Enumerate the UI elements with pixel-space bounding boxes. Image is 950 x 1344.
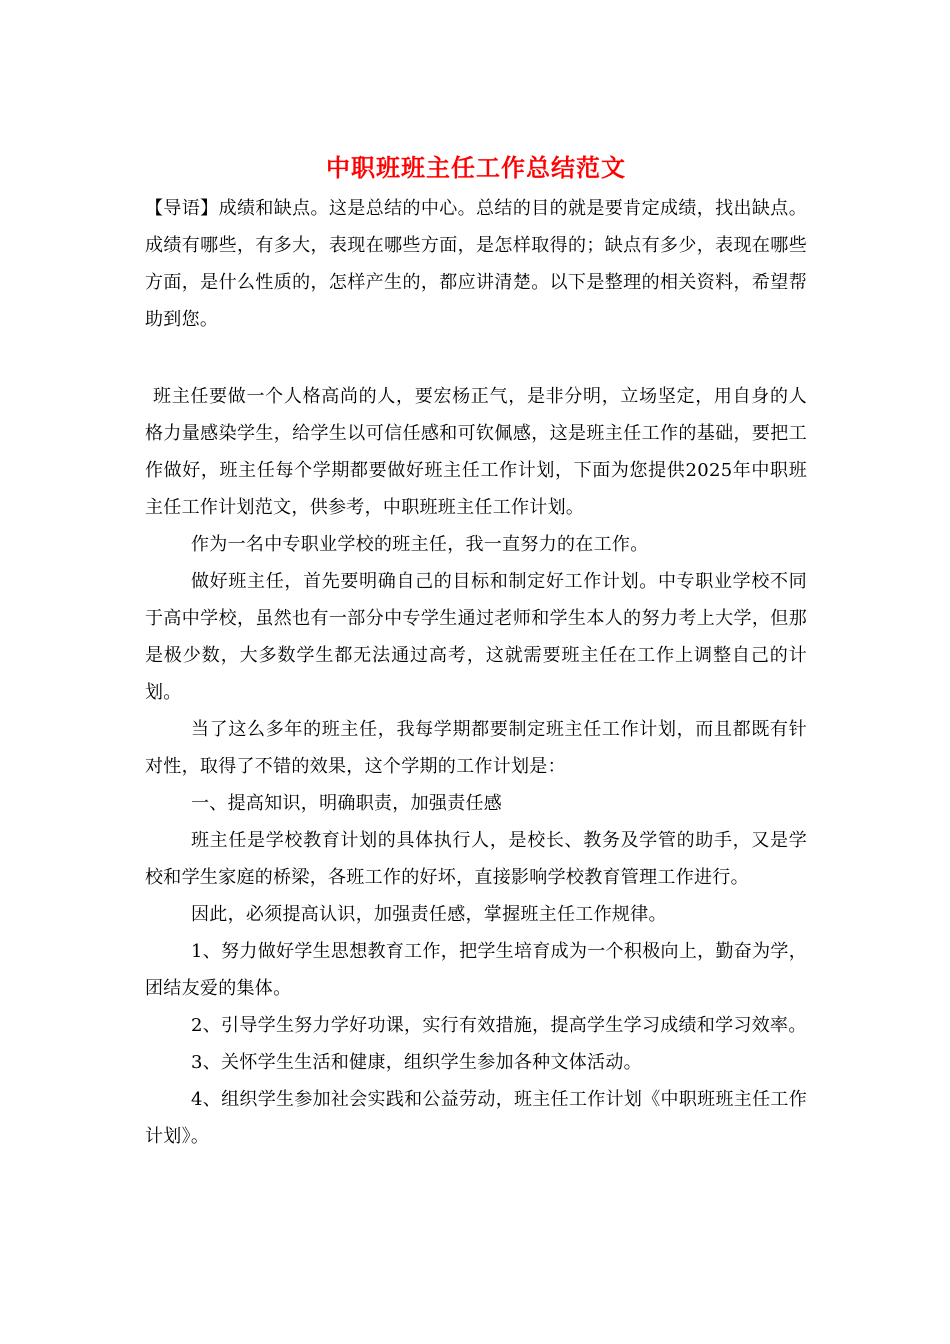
list-item-1: 1、努力做好学生思想教育工作，把学生培育成为一个积极向上，勤奋为学，团结友爱的集体。 xyxy=(145,941,807,999)
body-paragraph-6: 因此，必须提高认识，加强责任感，掌握班主任工作规律。 xyxy=(191,904,667,925)
document-page xyxy=(145,150,807,1155)
document-title: 中职班班主任工作总结范文 xyxy=(326,153,626,182)
list-item-2: 2、引导学生努力学好功课，实行有效措施，提高学生学习成绩和学习效率。 xyxy=(191,1015,807,1036)
body-paragraph-4: 当了这么多年的班主任，我每学期都要制定班主任工作计划，而且都既有针对性，取得了不错的效果，这个学期的工作计划是： xyxy=(145,719,807,777)
body-paragraph-1: 班主任要做一个人格高尚的人，要宏杨正气，是非分明，立场坚定，用自身的人格力量感染学生，给学生以可信任感和可钦佩感，这是班主任工作的基础，要把工作做好，班主任每个学期都要做好班主任工作计划，下面为您提供2025年中职班主任工作计划范文，供参考，中职班班主任工作计划。 xyxy=(145,386,807,518)
list-item-4: 4、组织学生参加社会实践和公益劳动，班主任工作计划《中职班班主任工作计划》。 xyxy=(145,1089,807,1147)
section-heading-1: 一、提高知识，明确职责，加强责任感 xyxy=(191,793,503,814)
list-item-3: 3、关怀学生生活和健康，组织学生参加各种文体活动。 xyxy=(191,1052,642,1073)
intro-paragraph: 【导语】成绩和缺点。这是总结的中心。总结的目的就是要肯定成绩，找出缺点。成绩有哪些，有多大，表现在哪些方面，是怎样取得的；缺点有多少，表现在哪些方面，是什么性质的，怎样产生的，都应讲清楚。以下是整理的相关资料，希望帮助到您。 xyxy=(145,198,807,330)
body-paragraph-3: 做好班主任，首先要明确自己的目标和制定好工作计划。中专职业学校不同于高中学校，虽然也有一部分中专学生通过老师和学生本人的努力考上大学，但那是极少数，大多数学生都无法通过高考，这就需要班主任在工作上调整自己的计划。 xyxy=(145,571,807,703)
body-paragraph-5: 班主任是学校教育计划的具体执行人，是校长、教务及学管的助手，又是学校和学生家庭的桥梁，各班工作的好坏，直接影响学校教育管理工作进行。 xyxy=(145,830,807,888)
paragraph-gap xyxy=(145,338,807,378)
body-paragraph-2: 作为一名中专职业学校的班主任，我一直努力的在工作。 xyxy=(191,534,649,555)
